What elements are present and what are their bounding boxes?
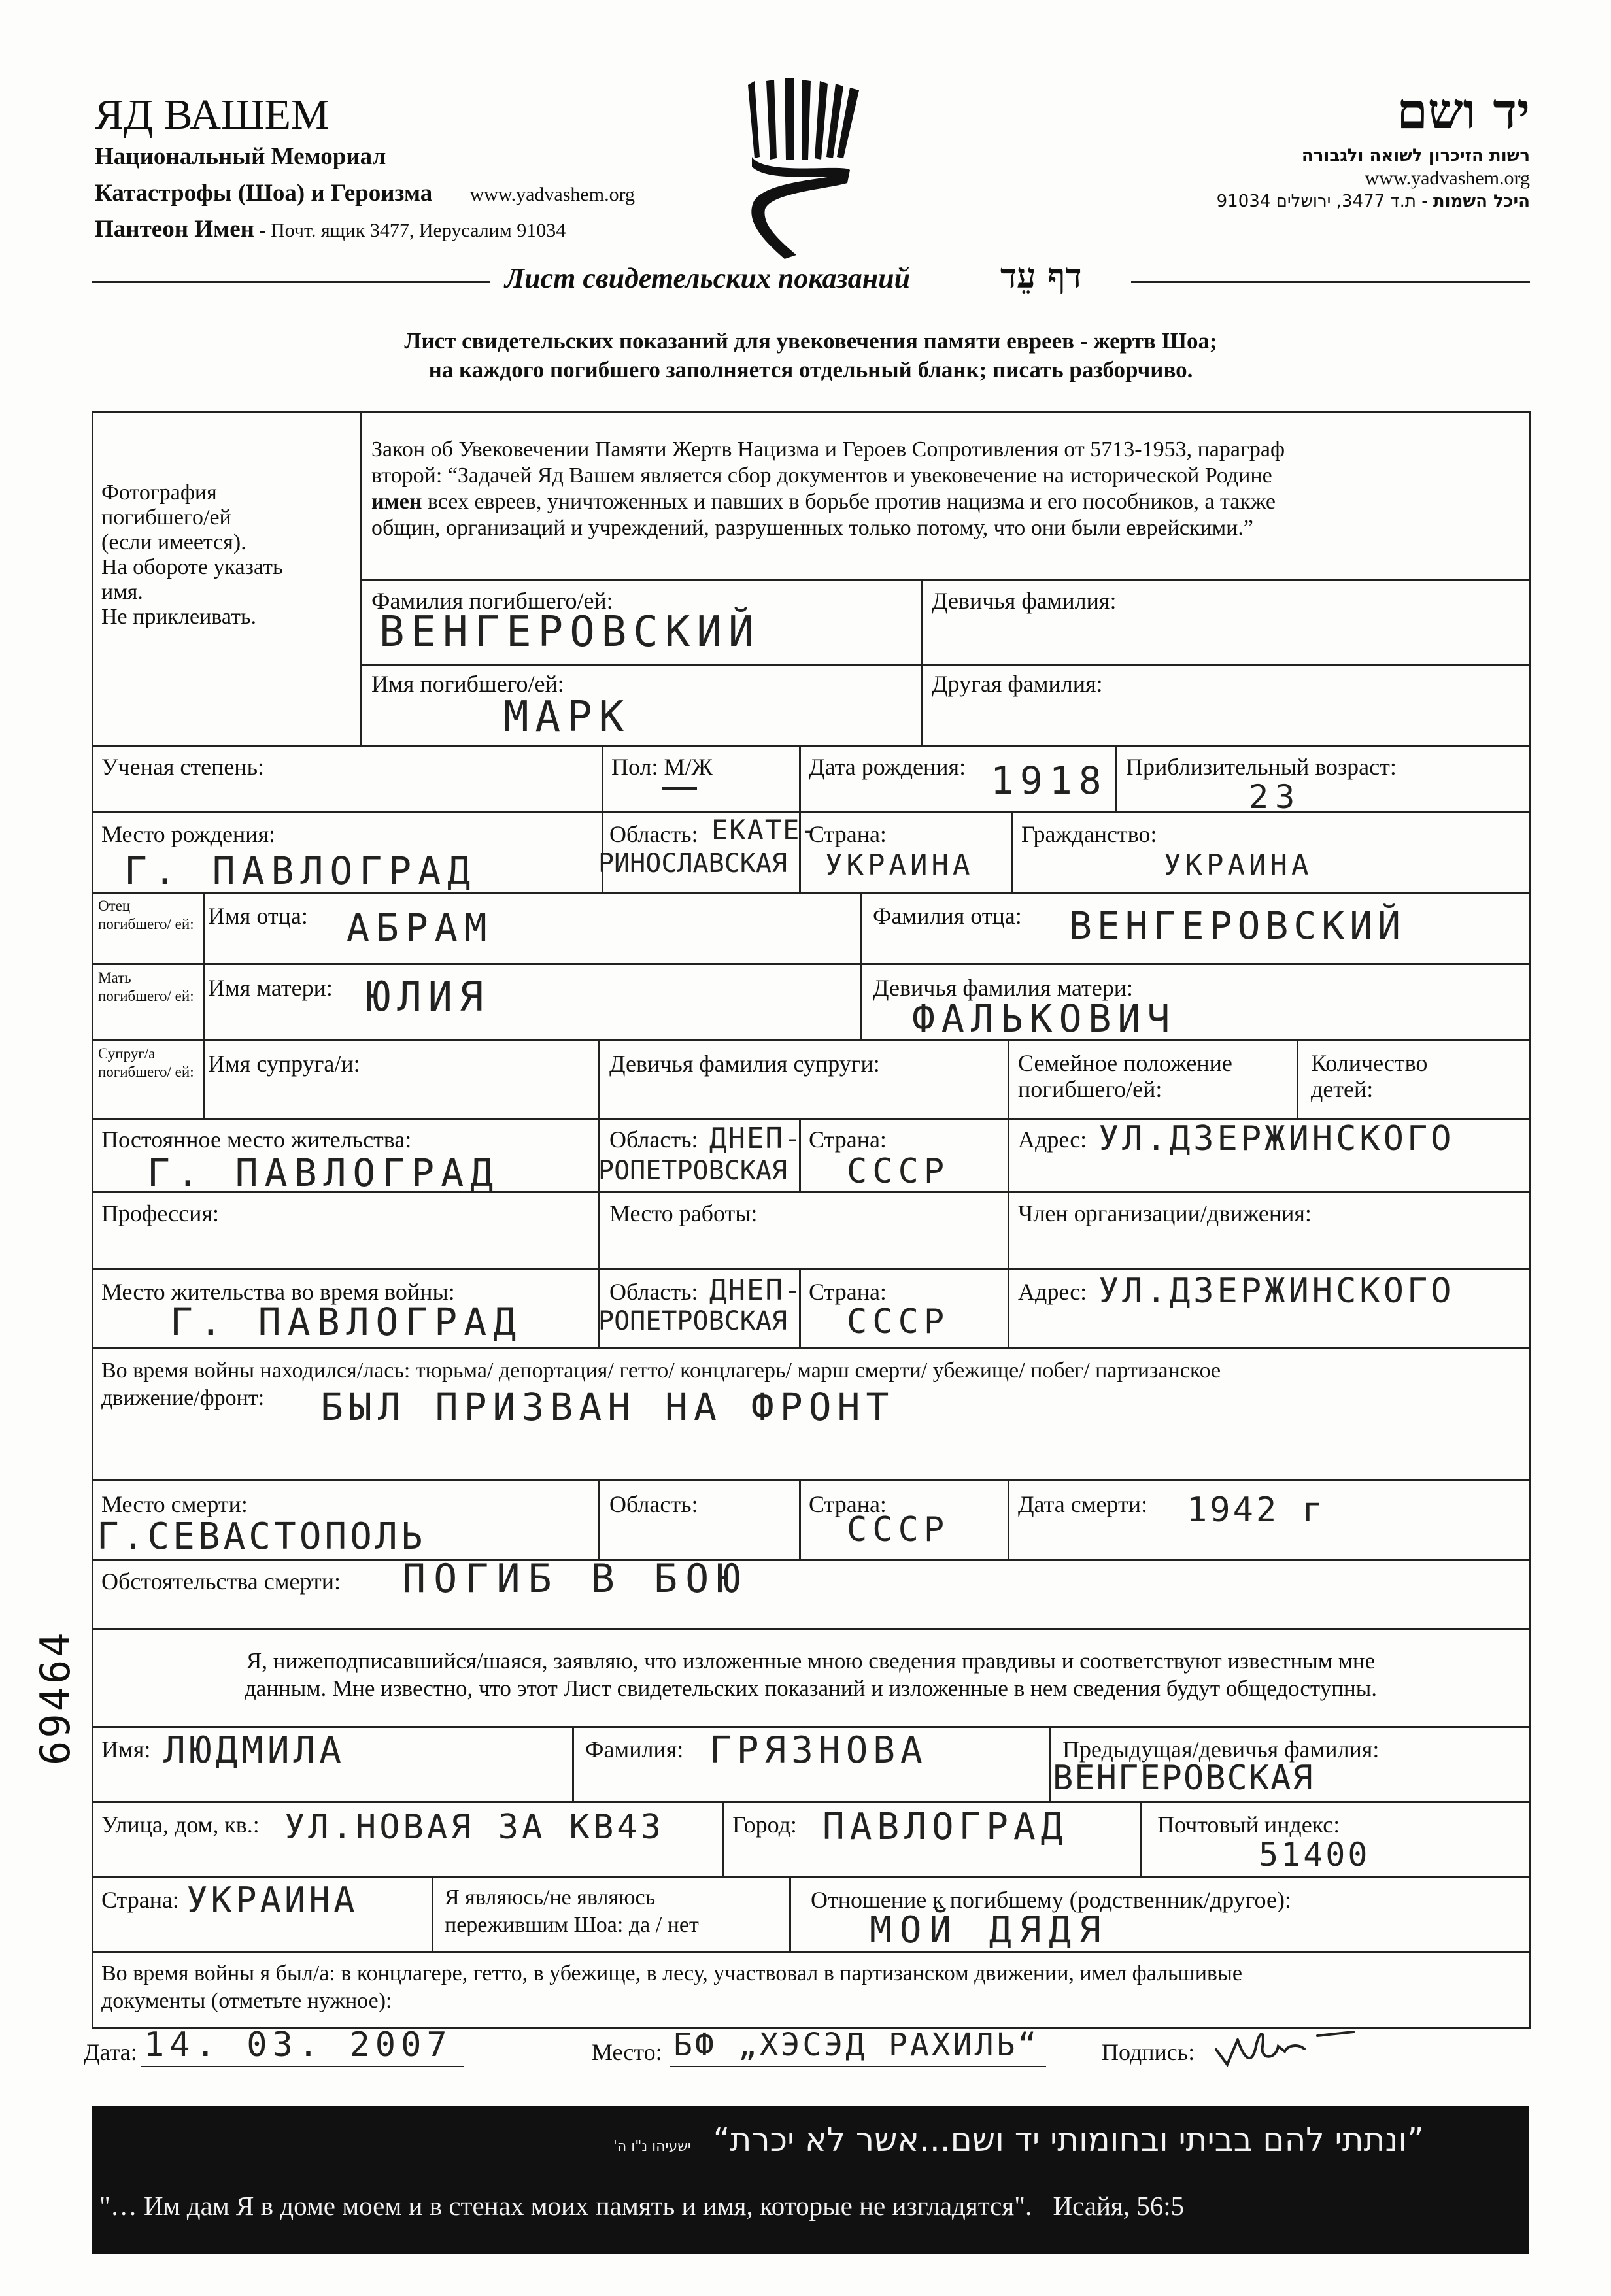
mother-maiden-value[interactable]: ФАЛЬКОВИЧ (912, 996, 1177, 1041)
birth-region-value-1[interactable]: ЕКАТЕ- (711, 814, 819, 846)
birthplace-value[interactable]: Г. ПАВЛОГРАД (124, 849, 477, 893)
sub-prev-value[interactable]: ВЕНГЕРОВСКАЯ (1053, 1759, 1314, 1798)
row-street-top (92, 1801, 1531, 1803)
side-number: 69464 (31, 1630, 79, 1765)
heb-line3-bold: היכל השמות (1433, 192, 1530, 211)
quote-ru-row (99, 2190, 1184, 2221)
surname-label: Фамилия погибшего/ей: (371, 588, 613, 614)
during-war-value[interactable]: БЫЛ ПРИЗВАН НА ФРОНТ (320, 1385, 895, 1429)
surname-bottom (360, 664, 1530, 666)
heb-title: יד ושם (1397, 82, 1530, 140)
sub-country-label: Страна: (101, 1887, 179, 1913)
row-submitter-top (92, 1726, 1531, 1728)
death-region-label: Область: (609, 1491, 698, 1517)
marital-label-1: Семейное положение (1018, 1050, 1232, 1076)
photo-box (101, 481, 356, 630)
sex-label: Пол: М/Ж (611, 754, 713, 780)
photo-text-3: (если имеется). (101, 530, 246, 554)
declaration (92, 1647, 1530, 1702)
children-label-2: детей: (1311, 1076, 1374, 1102)
row-birth-top (92, 811, 1531, 813)
res-region-value-2[interactable]: РОПЕТРОВСКАЯ (598, 1156, 787, 1186)
law-line3 (371, 489, 1522, 515)
permanent-label: Постоянное место жительства: (101, 1126, 412, 1153)
quote-he-ref: ישעיהו נ"ו ה' (613, 2138, 691, 2155)
org-line3-rest: - Почт. ящик 3477, Иерусалим 91034 (254, 220, 566, 241)
sub-street-value[interactable]: УЛ.НОВАЯ 3А КВ43 (284, 1808, 664, 1847)
dob-value[interactable]: 1918 (991, 758, 1108, 803)
approx-age-value[interactable]: 23 (1249, 778, 1302, 816)
declaration-line1: Я, нижеподписавшийся/шаяся, заявляю, что изложенные мною сведения правдивы и соответствуют известным мне (246, 1648, 1376, 1674)
birth-region-label: Область: (609, 821, 698, 847)
during-war-label-1: Во время войны находился/лась: тюрьма/ депортация/ гетто/ концлагерь/ марш смерти/ убежище/ побег/ партизанское (101, 1359, 1221, 1383)
org-title: ЯД ВАШЕМ (95, 91, 330, 139)
title-rule-right (1131, 281, 1530, 283)
birth-country-value[interactable]: УКРАИНА (825, 849, 974, 882)
quote-he: ”ונתתי להם בביתי ובחומותי יד ושם...אשר לא יכרת“ (713, 2121, 1424, 2159)
birthplace-label: Место рождения: (101, 821, 276, 847)
row-during-war-top (92, 1347, 1531, 1349)
sub-zip-left (1140, 1801, 1142, 1876)
marital-label-2: погибшего/ей: (1018, 1076, 1162, 1102)
res-country-value[interactable]: СССР (847, 1152, 950, 1191)
profession-label: Профессия: (101, 1200, 219, 1226)
approx-age-label: Приблизительный возраст: (1126, 754, 1397, 780)
date-label: Дата: (84, 2039, 137, 2065)
father-name-value[interactable]: АБРАМ (347, 905, 494, 950)
sex-left (602, 745, 603, 811)
father-name-label: Имя отца: (208, 903, 308, 929)
mother-maiden-label: Девичья фамилия матери: (873, 975, 1134, 1001)
citizenship-label: Гражданство: (1021, 821, 1157, 847)
website-link[interactable]: www.yadvashem.org (469, 184, 636, 205)
quote-ru-ref: Исайя, 56:5 (1053, 2191, 1185, 2221)
marital-left (1008, 1039, 1009, 1118)
firstname-label: Имя погибшего/ей: (371, 671, 564, 697)
sub-relation-left (789, 1876, 791, 1951)
war-self-line2: документы (отметьте нужное): (101, 1989, 392, 2013)
war-region-value-2[interactable]: РОПЕТРОВСКАЯ (598, 1306, 787, 1336)
war-country-value[interactable]: СССР (847, 1302, 950, 1342)
res-country-label: Страна: (809, 1126, 887, 1153)
org-line2-row (95, 175, 749, 213)
circumstances-label: Обстоятельства смерти: (101, 1568, 341, 1595)
sex-mark (662, 787, 697, 790)
circumstances-value[interactable]: ПОГИБ В БОЮ (402, 1556, 749, 1602)
dob-left (799, 745, 801, 811)
law-line1: Закон об Увековечении Памяти Жертв Нацизма и Героев Сопротивления от 5713-1953, параграф (371, 437, 1285, 462)
quote-he-row (613, 2121, 1424, 2159)
relation-label: Отношение к погибшему (родственник/другое): (811, 1887, 1291, 1913)
survivor-label (445, 1884, 699, 1939)
signature-label: Подпись: (1102, 2039, 1195, 2065)
row-declaration-top (92, 1628, 1531, 1630)
row-death-top (92, 1479, 1531, 1481)
spouse-maiden-label: Девичья фамилия супруги: (609, 1051, 880, 1077)
photo-text-1: Фотография (101, 481, 217, 505)
row-warself-top (92, 1951, 1531, 1953)
children-left (1297, 1039, 1298, 1118)
res-address-value[interactable]: УЛ.ДЗЕРЖИНСКОГО (1098, 1119, 1455, 1158)
intro (92, 327, 1530, 384)
org-line3-row (95, 213, 749, 247)
row-circ-top (92, 1559, 1531, 1561)
war-region-value-1[interactable]: ДНЕП- (709, 1274, 803, 1307)
permanent-value[interactable]: Г. ПАВЛОГРАД (147, 1151, 500, 1195)
war-address-value[interactable]: УЛ.ДЗЕРЖИНСКОГО (1098, 1272, 1455, 1311)
survivor-label-1: Я являюсь/не являюсь (445, 1885, 656, 1910)
war-country-label: Страна: (809, 1279, 887, 1305)
law-bottom (360, 579, 1530, 581)
death-country-left (799, 1479, 801, 1559)
sub-prev-label: Предыдущая/девичья фамилия: (1062, 1736, 1380, 1763)
mother-side-label: Мать погибшего/ ей: (98, 970, 194, 1004)
sub-name-value[interactable]: ЛЮДМИЛА (163, 1729, 346, 1772)
citizenship-value[interactable]: УКРАИНА (1164, 849, 1313, 882)
org-line3-bold: Пантеон Имен (95, 216, 254, 243)
quote-band (92, 2106, 1529, 2254)
mother-name-value[interactable]: ЮЛИЯ (366, 973, 490, 1021)
res-region-label: Область: (609, 1126, 698, 1153)
sub-survivor-left (432, 1876, 433, 1951)
marital-label (1018, 1050, 1232, 1102)
form-title-he: דף עֵד (1000, 256, 1082, 296)
name-divider (921, 579, 923, 745)
res-region-value-1[interactable]: ДНЕП- (709, 1122, 803, 1155)
law-line3-bold: имен (371, 490, 422, 514)
death-place-value[interactable]: Г.СЕВАСТОПОЛЬ (97, 1515, 426, 1558)
place-label: Место: (592, 2039, 662, 2065)
declaration-line2: данным. Мне известно, что этот Лист свидетельских показаний и изложенные в нем сведения будут общедоступны. (245, 1676, 1377, 1701)
father-side-label: Отец погибшего/ ей: (98, 898, 194, 932)
form-title-ru: Лист свидетельских показаний (505, 262, 911, 294)
intro-line2: на каждого погибшего заполняется отдельный бланк; писать разборчиво. (428, 357, 1193, 382)
age-left (1115, 745, 1117, 811)
war-residence-label: Место жительства во время войны: (101, 1279, 455, 1305)
sub-city-value[interactable]: ПАВЛОГРАД (822, 1806, 1068, 1848)
sub-city-left (722, 1801, 724, 1876)
war-residence-value[interactable]: Г. ПАВЛОГРАД (170, 1300, 523, 1344)
org-line1: Национальный Мемориал (95, 143, 386, 170)
mother-name-label: Имя матери: (208, 975, 333, 1001)
row-warres-top (92, 1268, 1531, 1270)
date-value[interactable]: 14. 03. 2007 (144, 2025, 452, 2065)
header-right (1079, 78, 1530, 213)
death-region-left (598, 1479, 600, 1559)
death-date-label: Дата смерти: (1018, 1491, 1148, 1517)
heb-line3-row (1079, 190, 1530, 213)
sub-street-label: Улица, дом, кв.: (101, 1812, 260, 1838)
row-country-top (92, 1876, 1531, 1878)
sub-name-label: Имя: (101, 1736, 151, 1763)
citizenship-left (1011, 811, 1013, 892)
dob-label: Дата рождения: (809, 754, 966, 780)
death-country-label: Страна: (809, 1491, 887, 1517)
war-address-label: Адрес: (1018, 1279, 1087, 1305)
title-rule-left (92, 281, 490, 283)
signature-icon (1213, 2020, 1383, 2072)
heb-line1: רשות הזיכרון לשואה ולגבורה (1301, 146, 1530, 165)
sub-surname-value[interactable]: ГРЯЗНОВА (709, 1729, 928, 1772)
sub-country-value[interactable]: УКРАИНА (186, 1880, 358, 1921)
children-label (1311, 1050, 1427, 1102)
law-line2: второй: “Задачей Яд Вашем является сбор документов и увековечение на исторической Родине (371, 464, 1272, 488)
father-surname-label: Фамилия отца: (873, 903, 1022, 929)
maiden-label: Девичья фамилия: (932, 588, 1117, 614)
war-self (101, 1960, 1242, 2015)
sub-city-label: Город: (732, 1812, 797, 1838)
law-text (371, 437, 1522, 541)
quote-ru: "… Им дам Я в доме моем и в стенах моих память и имя, которые не изгладятся". (99, 2191, 1032, 2221)
heb-line3-rest: - ת.ד 3477, ירושלים 91034 (1216, 192, 1433, 211)
father-surname-value[interactable]: ВЕНГЕРОВСКИЙ (1069, 903, 1406, 948)
date-line (141, 2066, 464, 2067)
photo-text-2: погибшего/ей (101, 505, 231, 530)
row-mother-top (92, 963, 1531, 965)
war-region-label: Область: (609, 1279, 698, 1305)
photo-divider (360, 411, 362, 745)
sub-surname-left (572, 1726, 574, 1801)
survivor-label-2: пережившим Шоа: да / нет (445, 1913, 699, 1937)
other-surname-label: Другая фамилия: (932, 671, 1103, 697)
place-value[interactable]: БФ „ХЭСЭД РАХИЛЬ“ (673, 2027, 1040, 2063)
family-side-divider (203, 892, 205, 1118)
birth-region-value-2[interactable]: РИНОСЛАВСКАЯ (598, 849, 787, 879)
form-top-border (92, 411, 1531, 413)
sub-surname-label: Фамилия: (585, 1736, 684, 1763)
photo-text-4: На обороте указать (101, 555, 283, 579)
death-date-left (1008, 1479, 1009, 1559)
header-left (95, 92, 749, 247)
row-spouse-top (92, 1039, 1531, 1041)
during-war-label-2: движение/фронт: (101, 1386, 265, 1410)
death-country-value[interactable]: СССР (847, 1510, 950, 1549)
row-degree-top (92, 745, 1531, 747)
sub-zip-value[interactable]: 51400 (1259, 1836, 1370, 1874)
member-label: Член организации/движения: (1018, 1200, 1312, 1226)
heb-website[interactable]: www.yadvashem.org (1365, 167, 1530, 189)
war-self-line1: Во время войны я был/а: в концлагере, гетто, в убежище, в лесу, участвовал в партизанском движении, имел фальшивые (101, 1961, 1242, 1985)
intro-line1: Лист свидетельских показаний для увековечения памяти евреев - жертв Шоа; (404, 328, 1217, 354)
org-line2: Катастрофы (Шоа) и Героизма (95, 180, 433, 207)
firstname-value[interactable]: МАРК (503, 693, 631, 741)
relation-value[interactable]: МОЙ ДЯДЯ (870, 1909, 1109, 1951)
surname-value[interactable]: ВЕНГЕРОВСКИЙ (379, 608, 760, 656)
form-left-border (92, 411, 93, 2029)
sub-prev-left (1049, 1726, 1051, 1801)
place-line (670, 2066, 1046, 2067)
law-line3-rest: всех евреев, уничтоженных и павших в борьбе против нацизма и его пособников, а также (422, 490, 1276, 514)
birth-country-label: Страна: (809, 821, 887, 847)
photo-text-5: имя. (101, 580, 143, 604)
photo-text-6: Не приклеивать. (101, 605, 256, 629)
yad-vashem-logo-icon (745, 78, 863, 262)
form-right-border (1529, 411, 1531, 2029)
children-label-1: Количество (1311, 1050, 1428, 1076)
degree-label: Ученая степень: (101, 754, 264, 780)
death-date-value[interactable]: 1942 г (1187, 1491, 1325, 1530)
law-line4: общин, организаций и учреждений, разрушенных только потому, что они были еврейскими.” (371, 516, 1253, 540)
res-address-left (1008, 1118, 1009, 1347)
sub-zip-label: Почтовый индекс: (1157, 1812, 1340, 1838)
spouse-maiden-left (598, 1039, 600, 1118)
workplace-label: Место работы: (609, 1200, 758, 1226)
res-address-label: Адрес: (1018, 1126, 1087, 1153)
father-surname-left (860, 892, 862, 1039)
spouse-side-label: Супруг/а погибшего/ ей: (98, 1045, 194, 1080)
death-place-label: Место смерти: (101, 1491, 248, 1517)
spouse-name-label: Имя супруга/и: (208, 1051, 360, 1077)
